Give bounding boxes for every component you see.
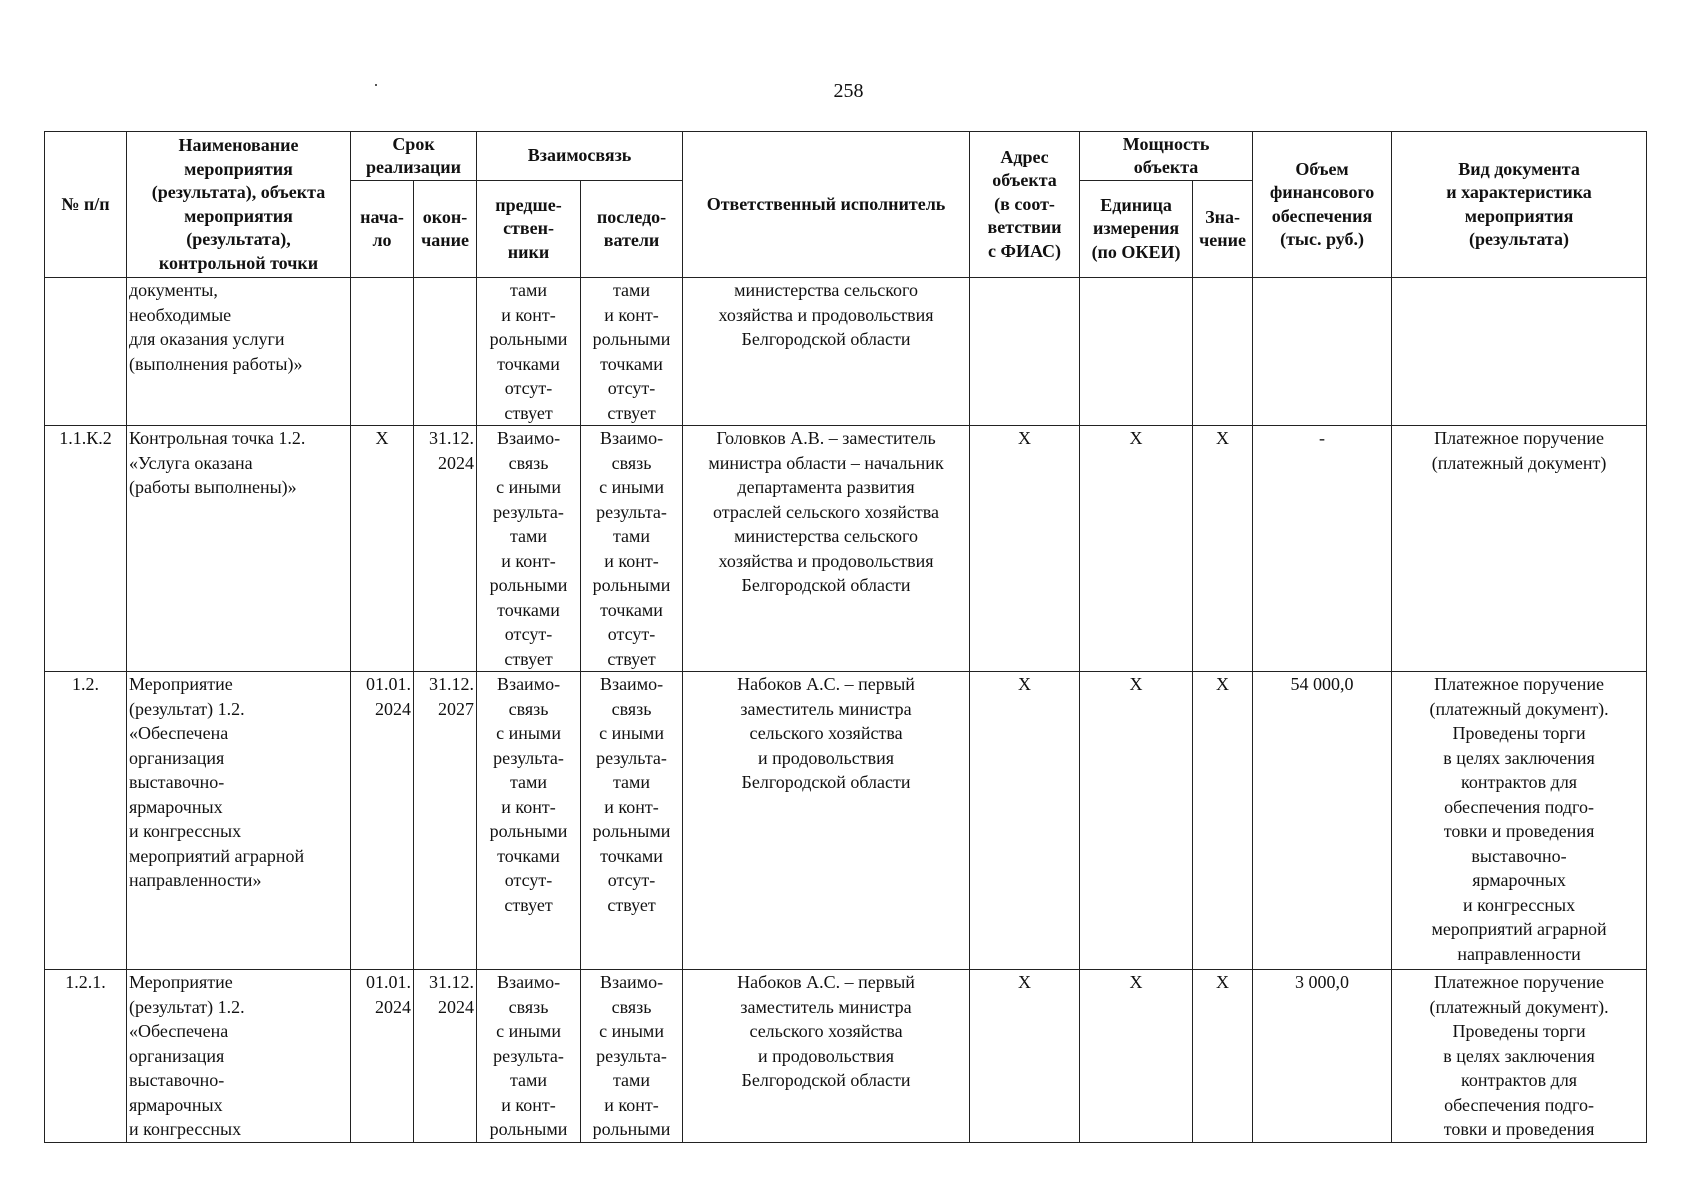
activities-table bbox=[44, 131, 1647, 1143]
cell-name: Контрольная точка 1.2. «Услуга оказана (работы выполнены)» bbox=[127, 426, 351, 672]
cell-successors: тами и конт- рольными точками отсут- ствует bbox=[581, 278, 683, 426]
cell-unit bbox=[1080, 278, 1193, 426]
header-num: № п/п bbox=[45, 132, 127, 278]
cell-start: Х bbox=[351, 426, 414, 672]
cell-address bbox=[970, 278, 1080, 426]
cell-num: 1.2.1. bbox=[45, 970, 127, 1143]
header-document: Вид документа и характеристика мероприятия (результата) bbox=[1392, 132, 1647, 278]
cell-name: документы, необходимые для оказания услуги (выполнения работы)» bbox=[127, 278, 351, 426]
table-row bbox=[45, 426, 1647, 672]
header-link: Взаимосвязь bbox=[477, 132, 683, 181]
cell-responsible: Набоков А.С. – первый заместитель министра сельского хозяйства и продовольствия Белгородской области bbox=[683, 672, 970, 970]
cell-name: Мероприятие (результат) 1.2. «Обеспечена организация выставочно- ярмарочных и конгрессных bbox=[127, 970, 351, 1143]
cell-value bbox=[1193, 278, 1253, 426]
cell-value: Х bbox=[1193, 426, 1253, 672]
cell-document: Платежное поручение (платежный документ). Проведены торги в целях заключения контрактов для обеспечения подго- товки и проведения выставочно- ярмарочных и конгрессных мероприятий аграрной направленности bbox=[1392, 672, 1647, 970]
cell-end bbox=[414, 278, 477, 426]
header-successors: последо- ватели bbox=[581, 181, 683, 278]
cell-address: Х bbox=[970, 426, 1080, 672]
header-name: Наименование мероприятия (результата), объекта мероприятия (результата), контрольной точки bbox=[127, 132, 351, 278]
cell-financing: - bbox=[1253, 426, 1392, 672]
cell-successors: Взаимо- связь с иными результа- тами и конт- рольными точками отсут- ствует bbox=[581, 672, 683, 970]
header-end: окон- чание bbox=[414, 181, 477, 278]
cell-document bbox=[1392, 278, 1647, 426]
cell-name: Мероприятие (результат) 1.2. «Обеспечена организация выставочно- ярмарочных и конгрессных мероприятий аграрной направленности» bbox=[127, 672, 351, 970]
cell-predecessors: Взаимо- связь с иными результа- тами и конт- рольными точками отсут- ствует bbox=[477, 672, 581, 970]
header-financing: Объем финансового обеспечения (тыс. руб.) bbox=[1253, 132, 1392, 278]
cell-successors: Взаимо- связь с иными результа- тами и конт- рольными точками отсут- ствует bbox=[581, 426, 683, 672]
header-unit: Единица измерения (по ОКЕИ) bbox=[1080, 181, 1193, 278]
header-row-top bbox=[45, 132, 1647, 181]
table-row bbox=[45, 970, 1647, 1143]
header-power: Мощность объекта bbox=[1080, 132, 1253, 181]
cell-num: 1.2. bbox=[45, 672, 127, 970]
cell-address: Х bbox=[970, 672, 1080, 970]
cell-successors: Взаимо- связь с иными результа- тами и конт- рольными bbox=[581, 970, 683, 1143]
cell-predecessors: Взаимо- связь с иными результа- тами и конт- рольными bbox=[477, 970, 581, 1143]
cell-financing bbox=[1253, 278, 1392, 426]
cell-start bbox=[351, 278, 414, 426]
cell-unit: Х bbox=[1080, 426, 1193, 672]
cell-responsible: Головков А.В. – заместитель министра области – начальник департамента развития отраслей сельского хозяйства министерства сельского хозяйства и продовольствия Белгородской области bbox=[683, 426, 970, 672]
cell-predecessors: тами и конт- рольными точками отсут- ствует bbox=[477, 278, 581, 426]
header-responsible: Ответственный исполнитель bbox=[683, 132, 970, 278]
cell-value: Х bbox=[1193, 970, 1253, 1143]
cell-predecessors: Взаимо- связь с иными результа- тами и конт- рольными точками отсут- ствует bbox=[477, 426, 581, 672]
cell-num: 1.1.К.2 bbox=[45, 426, 127, 672]
cell-financing: 54 000,0 bbox=[1253, 672, 1392, 970]
cell-financing: 3 000,0 bbox=[1253, 970, 1392, 1143]
page-number: 258 bbox=[833, 80, 864, 102]
table-row bbox=[45, 278, 1647, 426]
cell-start: 01.01. 2024 bbox=[351, 970, 414, 1143]
cell-end: 31.12. 2024 bbox=[414, 970, 477, 1143]
header-predecessors: предше- ствен- ники bbox=[477, 181, 581, 278]
cell-responsible: Набоков А.С. – первый заместитель министра сельского хозяйства и продовольствия Белгородской области bbox=[683, 970, 970, 1143]
cell-responsible: министерства сельского хозяйства и продовольствия Белгородской области bbox=[683, 278, 970, 426]
cell-value: Х bbox=[1193, 672, 1253, 970]
header-value: Зна- чение bbox=[1193, 181, 1253, 278]
cell-start: 01.01. 2024 bbox=[351, 672, 414, 970]
cell-unit: Х bbox=[1080, 672, 1193, 970]
cell-end: 31.12. 2024 bbox=[414, 426, 477, 672]
table-row bbox=[45, 672, 1647, 970]
cell-document: Платежное поручение (платежный документ) bbox=[1392, 426, 1647, 672]
cell-unit: Х bbox=[1080, 970, 1193, 1143]
header-address: Адрес объекта (в соот- ветствии с ФИАС) bbox=[970, 132, 1080, 278]
cell-document: Платежное поручение (платежный документ). Проведены торги в целях заключения контрактов для обеспечения подго- товки и проведения bbox=[1392, 970, 1647, 1143]
header-start: нача- ло bbox=[351, 181, 414, 278]
cell-address: Х bbox=[970, 970, 1080, 1143]
scan-speck bbox=[375, 84, 377, 86]
header-term: Срок реализации bbox=[351, 132, 477, 181]
cell-end: 31.12. 2027 bbox=[414, 672, 477, 970]
cell-num bbox=[45, 278, 127, 426]
